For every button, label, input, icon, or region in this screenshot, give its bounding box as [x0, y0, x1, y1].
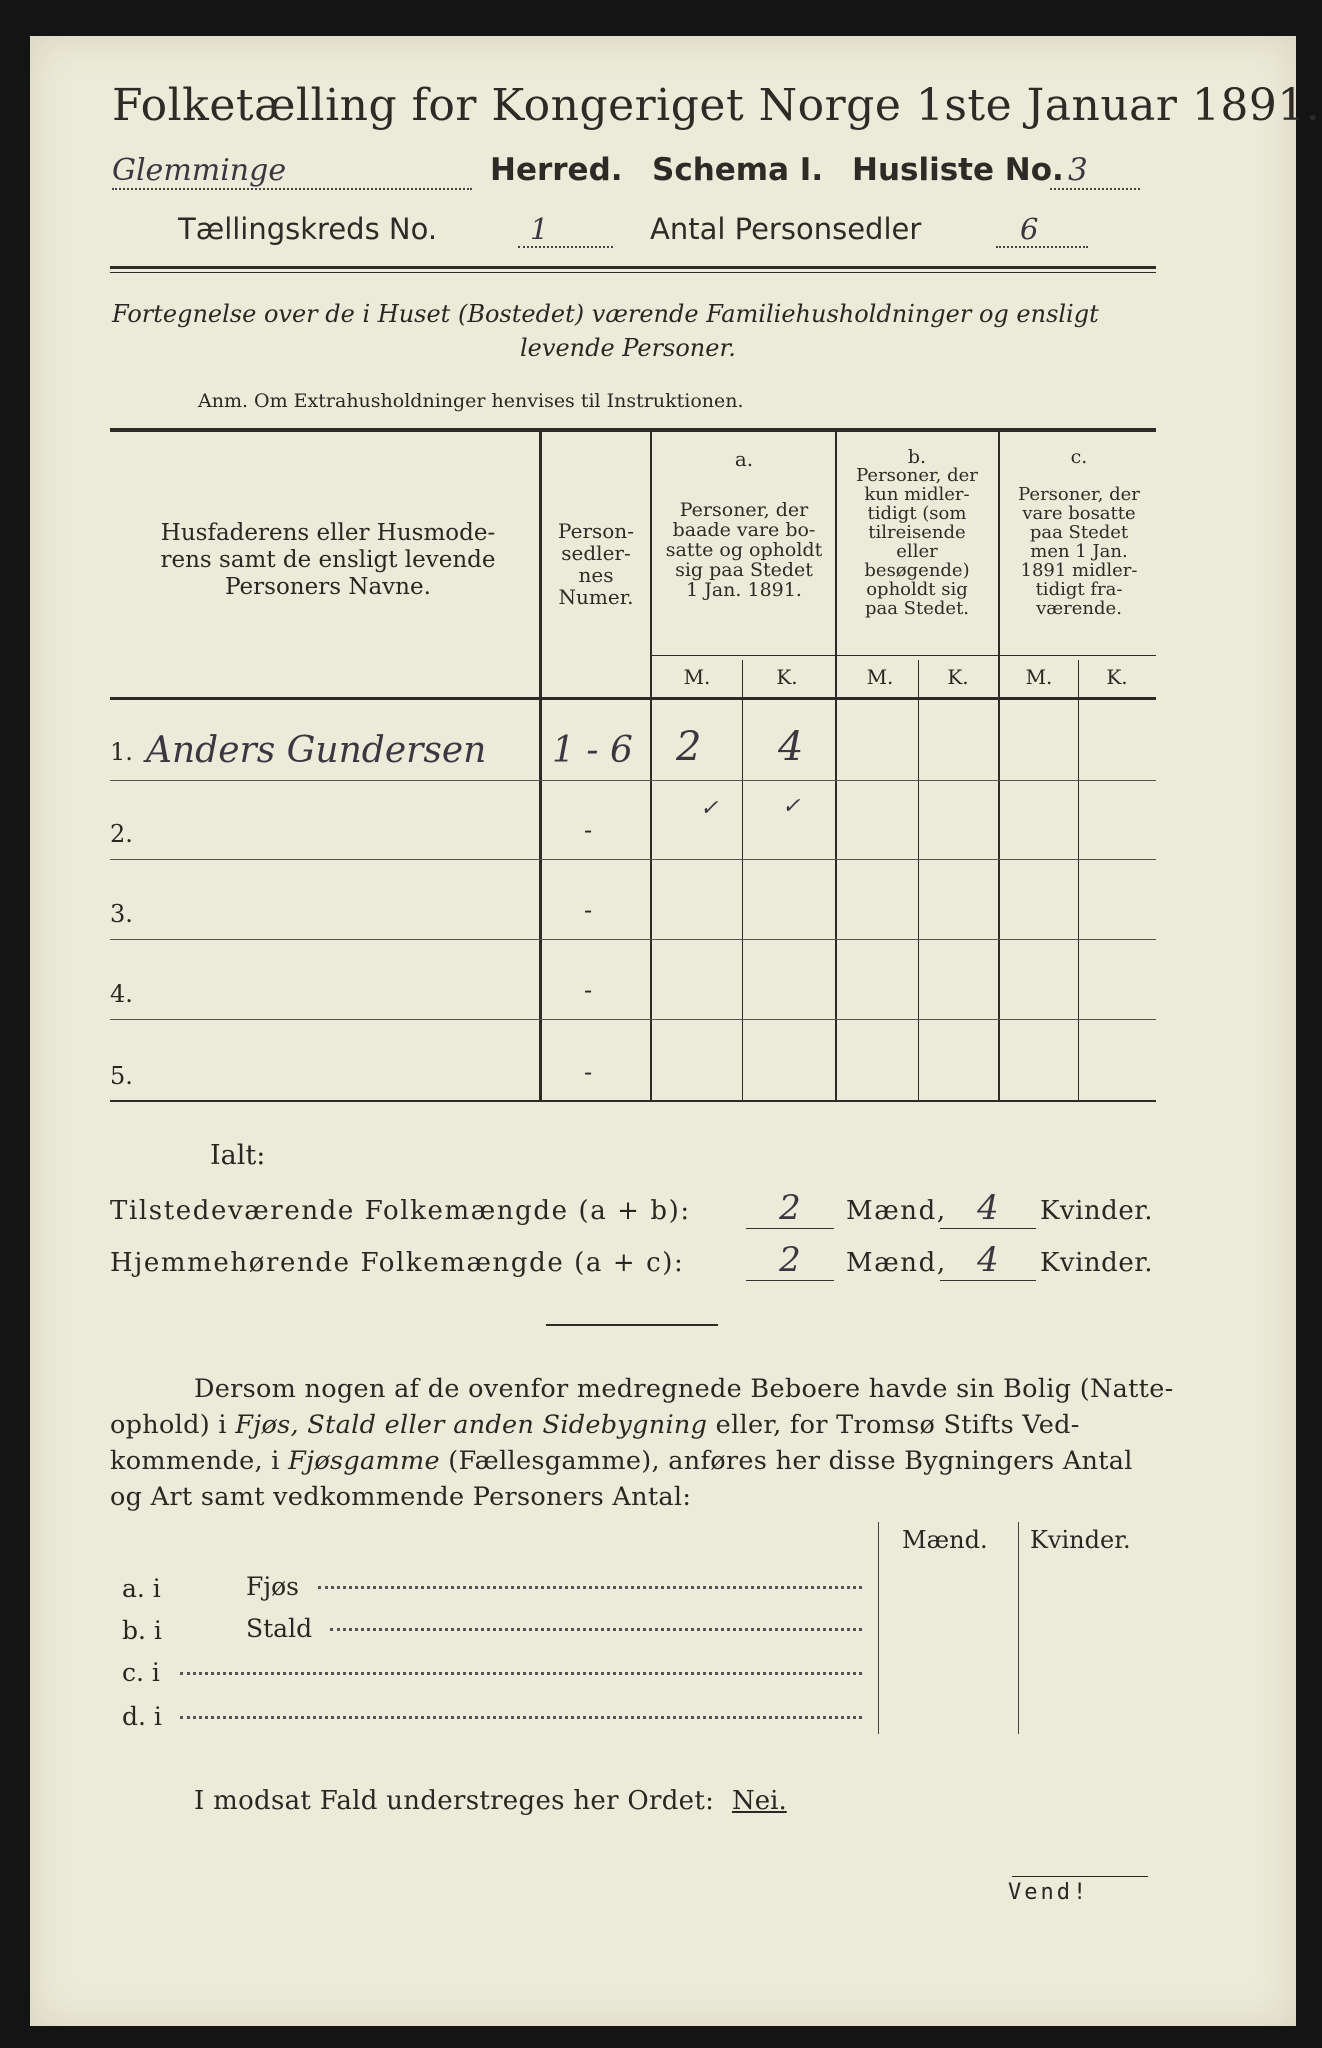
building-a-letter: a. i [122, 1574, 161, 1603]
col-b-letter: b. [907, 446, 927, 468]
building-b-label: Stald [246, 1614, 313, 1643]
form-title: Folketælling for Kongeriget Norge 1ste Januar 1891. [112, 80, 1321, 131]
col-name-header: Husfaderens eller Husmode- rens samt de ensligt levende Personers Navne. [160, 520, 496, 600]
row-5-number: 5. [110, 1062, 133, 1090]
row-2-a-m: ✓ [700, 796, 719, 821]
buildings-kvinder-header: Kvinder. [1030, 1526, 1131, 1554]
row-1-name: Anders Gundersen [146, 730, 487, 771]
nei-word: Nei. [732, 1786, 787, 1816]
husliste-value: 3 [1050, 152, 1140, 190]
c-m-label: M. [1025, 665, 1053, 689]
row-rule-3 [110, 939, 1156, 940]
row-2-number: 2. [110, 820, 133, 848]
intro-line-2: levende Personer. [520, 334, 736, 362]
vend-text: Vend! [1008, 1880, 1090, 1905]
col-divider-name [539, 432, 542, 1100]
building-a-dots [318, 1586, 862, 1589]
hjemme-kvinder: Kvinder. [1040, 1248, 1154, 1278]
intro-line-1: Fortegnelse over de i Huset (Bostedet) værende Familiehusholdninger og ensligt [112, 300, 1099, 328]
paragraph-line-3: kommende, i Fjøsgamme (Fællesgamme), anføres her disse Bygningers Antal [110, 1446, 1133, 1476]
herred-value: Glemminge [112, 153, 472, 190]
col-c-header: Personer, der vare bosatte paa Stedet men 1 Jan. 1891 midler- tidigt fra- værende. [1018, 484, 1140, 619]
tilstede-maend: Mænd, [846, 1196, 947, 1226]
section-divider [546, 1324, 718, 1326]
mk-header-rule [652, 655, 1156, 656]
building-b-letter: b. i [122, 1616, 162, 1645]
tilstede-label: Tilstedeværende Folkemængde (a + b): [110, 1196, 691, 1226]
row-1-num: 1 - 6 [552, 730, 633, 771]
col-divider-num [650, 432, 652, 1100]
building-b-dots [330, 1628, 862, 1631]
row-rule-1 [110, 780, 1156, 781]
tilstede-m-value: 2 [779, 1188, 801, 1228]
col-a-letter: a. [734, 447, 754, 471]
row-2-a-k: ✓ [782, 794, 801, 819]
col-b-header: Personer, der kun midler- tidigt (som tilreisende eller besøgende) opholdt sig paa Stedet. [856, 465, 978, 619]
tilstede-m-field [746, 1188, 834, 1229]
building-c-letter: c. i [122, 1658, 160, 1687]
col-divider-c-mk [1078, 660, 1079, 1100]
row-1-a-k: 4 [778, 724, 804, 770]
header-rule [110, 266, 1156, 269]
col-num-header: Person- sedler- nes Numer. [558, 519, 634, 609]
row-5-num: - [583, 1058, 593, 1086]
table-bottom-rule [110, 1100, 1156, 1102]
paragraph-line-2: ophold) i Fjøs, Stald eller anden Sidebygning eller, for Tromsø Stifts Ved- [110, 1410, 1080, 1440]
hjemme-m-value: 2 [779, 1240, 801, 1280]
paragraph-line-1: Dersom nogen af de ovenfor medregnede Beboere havde sin Bolig (Natte- [194, 1374, 1174, 1404]
row-3-num: - [583, 896, 593, 924]
col-c-letter: c. [1070, 446, 1088, 468]
buildings-maend-header: Mænd. [902, 1526, 988, 1554]
row-4-number: 4. [110, 980, 133, 1008]
building-d-letter: d. i [122, 1702, 162, 1731]
hjemme-k-value: 4 [977, 1240, 999, 1280]
building-d-dots [180, 1716, 862, 1719]
hjemme-m-field [746, 1240, 834, 1281]
tilstede-k-field [940, 1188, 1036, 1229]
hjemme-k-field [940, 1240, 1036, 1281]
col-divider-b [998, 432, 1000, 1100]
vend-rule [1012, 1876, 1148, 1877]
col-a-header: Personer, der baade vare bo- satte og opholdt sig paa Stedet 1 Jan. 1891. [665, 499, 823, 601]
a-m-label: M. [683, 665, 711, 689]
row-rule-2 [110, 859, 1156, 860]
hjemme-label: Hjemmehørende Folkemængde (a + c): [110, 1248, 685, 1278]
kreds-line [518, 212, 613, 248]
header-rule-thin [110, 272, 1156, 273]
col-divider-b-mk [918, 660, 919, 1100]
a-k-label: K. [776, 665, 798, 689]
row-4-num: - [583, 976, 593, 1004]
personsedler-label: Antal Personsedler [650, 212, 922, 246]
row-1-number: 1. [110, 738, 133, 766]
row-rule-4 [110, 1019, 1156, 1020]
building-a-label: Fjøs [246, 1572, 299, 1601]
row-2-num: - [583, 816, 593, 844]
schema-label: Schema I. [652, 152, 824, 188]
personsedler-value: 6 [996, 212, 1088, 248]
col-divider-a-mk [742, 660, 743, 1100]
c-k-label: K. [1106, 665, 1128, 689]
buildings-divider-2 [1018, 1522, 1019, 1734]
herred-line [112, 152, 472, 190]
building-c-dots [180, 1672, 862, 1675]
hjemme-maend: Mænd, [846, 1248, 947, 1278]
anm-note: Anm. Om Extrahusholdninger henvises til Instruktionen. [198, 390, 744, 412]
row-3-number: 3. [110, 900, 133, 928]
b-m-label: M. [866, 665, 894, 689]
paragraph-line-4: og Art samt vedkommende Personers Antal: [110, 1482, 692, 1512]
kreds-label: Tællingskreds No. [178, 212, 438, 246]
tilstede-k-value: 4 [977, 1188, 999, 1228]
ialt-label: Ialt: [210, 1140, 266, 1171]
husliste-label: Husliste No. [852, 152, 1064, 188]
modsat-text: I modsat Fald understreges her Ordet: [194, 1786, 715, 1816]
col-divider-a [835, 432, 837, 1100]
row-1-a-m: 2 [676, 724, 702, 770]
husliste-line [1050, 152, 1140, 190]
tilstede-kvinder: Kvinder. [1040, 1196, 1154, 1226]
personsedler-line [996, 212, 1088, 248]
b-k-label: K. [947, 665, 969, 689]
buildings-divider-1 [878, 1522, 879, 1734]
herred-label: Herred. [490, 152, 623, 188]
kreds-value: 1 [518, 212, 613, 248]
